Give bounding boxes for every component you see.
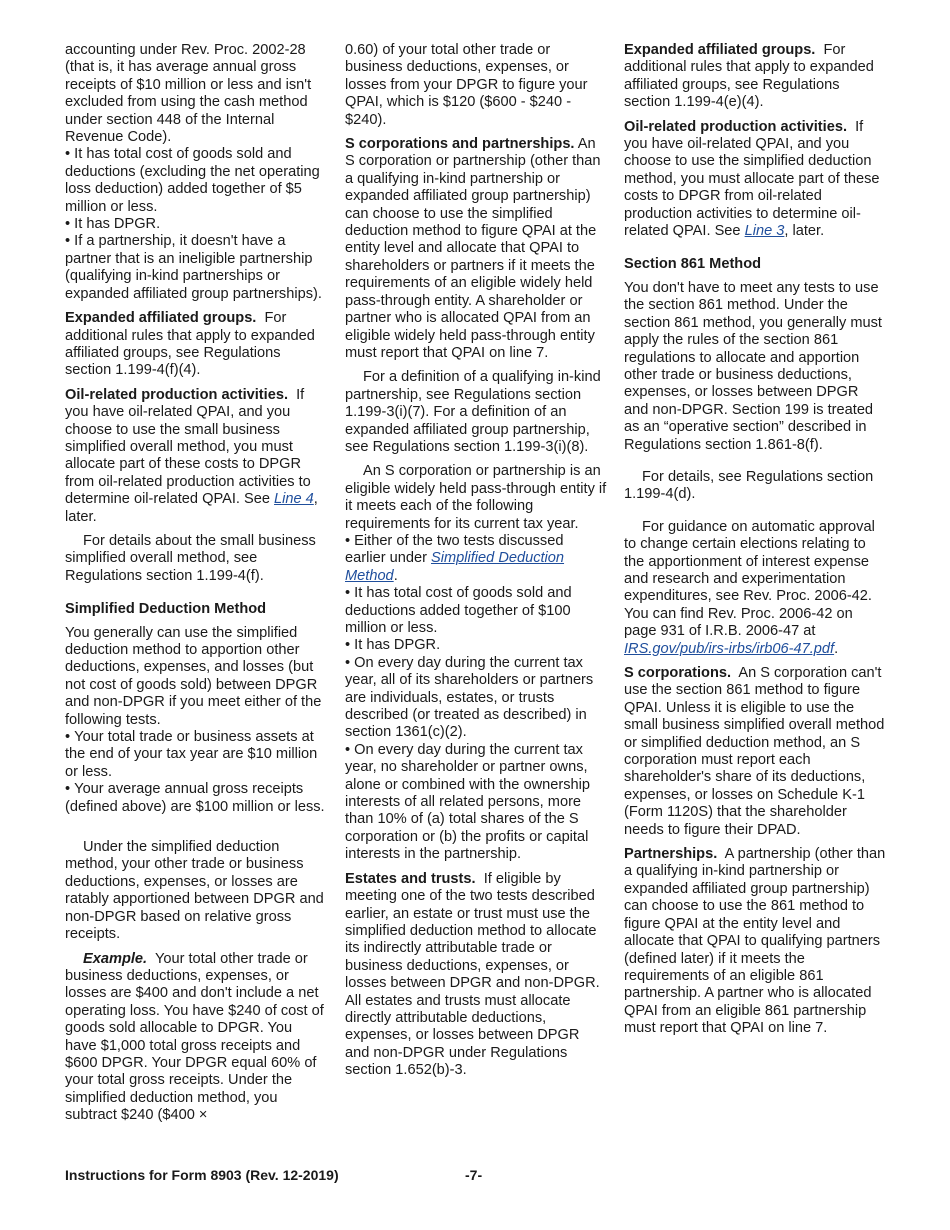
paragraph-under: Under the simplified deduction method, your other trade or business deductions, expenses, or losses are ratably apportioned between DPGR and non-DPGR based on relative gross receipts. [65,839,324,943]
paragraph-text: , later. [784,223,825,240]
link-line-4[interactable]: Line 4 [274,491,314,508]
paragraph-text: If you have oil-related QPAI, and you choose to use the simplified deduction method, you must allocate part of these costs to DPGR from oil-related production activities to determine oil-related QPAI. See [624,118,880,240]
paragraph-text: . [834,640,839,657]
footer-form-title: Instructions for Form 8903 (Rev. 12-2019) [65,1167,339,1183]
paragraph-s-corps-partnerships [345,136,607,362]
paragraph-partnerships [624,846,886,1037]
paragraph-text: If eligible by meeting one of the two tests described earlier, an estate or trust must use the simplified deduction method to allocate its indirectly attributable trade or business deductions, expenses, or losses between DPGR and non-DPGR. All estates and trusts must allocate directly attributable deductions, expenses, or losses between DPGR and non-DPGR under Regulations section 1.652(b)-3. [345,870,600,1079]
run-in-heading: Expanded affiliated groups. [65,310,257,327]
bullet-item: • On every day during the current tax year, all of its shareholders or partners are individuals, estates, or trusts described (or treated as described) in section 1361(c)(2). [345,655,607,742]
paragraph-text: Either of the two tests discussed earlier under [345,532,564,567]
link-simplified-deduction-method[interactable]: Simplified Deduction Method [345,550,565,584]
bullet-item: • Your total trade or business assets at the end of your tax year are $10 million or less. [65,729,327,781]
section-heading-section-861: Section 861 Method [624,256,762,273]
run-in-heading: S corporations. [624,665,732,681]
paragraph-text: For additional rules that apply to expanded affiliated groups, see Regulations section 1.199-4(e)(4). [624,42,874,111]
run-in-heading: Expanded affiliated groups. [624,42,816,58]
paragraph-example [65,951,327,1125]
paragraph-definition: For a definition of a qualifying in-kind partnership, see Regulations section 1.199-3(i)(7). For a definition of an expanded affiliated group partnership, see Regulations section 1.199-3(i)(8). [345,369,601,455]
paragraph-text: If you have oil-related QPAI, and you choose to use the small business simplified overall method, you must allocate part of these costs to DPGR from oil-related production activities to determine oil-related QPAI. See [65,386,311,508]
paragraph-text: . [393,567,398,584]
paragraph-details: For details about the small business simplified overall method, see Regulations section 1.199-4(f). [65,532,316,584]
paragraph-s-corporations [624,665,886,839]
paragraph-details: For details, see Regulations section 1.199-4(d). [624,468,874,503]
paragraph-text: An S corporation can't use the section 861 method to figure QPAI. Unless it is eligible to use the small business simplified overall method or simplified deduction method, an S corporation must report each shareholder's share of its deductions, expenses, or losses on Schedule K-1 (Form 1120S) that the shareholder needs to figure their DPAD. [624,665,885,838]
bullet-item [345,533,607,585]
section-heading-simplified-deduction: Simplified Deduction Method [65,601,267,618]
paragraph-text: Your total other trade or business deductions, expenses, or losses are $400 and don't include a net operating loss. You have $240 of cost of goods sold allocable to DPGR. You have $1,000 total gross receipts and $600 DPGR. Your DPGR equal 60% of your total gross receipts. Under the simplified deduction method, you subtract $240 ($400 × [65,950,324,1124]
paragraph-text: For additional rules that apply to expanded affiliated groups, see Regulations section 1.199-4(f)(4). [65,310,315,379]
bullet-item: • On every day during the current tax year, no shareholder or partner owns, alone or combined with the ownership interests of all related persons, more than 10% of (a) total shares of the S corporation or (b) the profits or capital interests in the partnership. [345,742,607,864]
column-3 [624,42,886,1045]
run-in-heading: Oil-related production activities. [624,118,848,135]
column-1 [65,42,327,1132]
paragraph-continued: accounting under Rev. Proc. 2002-28 (that is, it has average annual gross receipts of $10 million or less and isn't excluded from using the cash method under section 448 of the Internal Revenue Code). [65,42,312,146]
bullet-item: • If a partnership, it doesn't have a partner that is an ineligible partnership (qualifying in-kind partnerships or expanded affiliated group partnerships). [65,233,327,303]
link-line-3[interactable]: Line 3 [744,223,785,240]
run-in-heading: Estates and trusts. [345,870,476,887]
paragraph-text: A partnership (other than a qualifying in-kind partnership or expanded affiliated group partnership) can choose to use the 861 method to figure QPAI at the entity level and allocate that QPAI to qualifying partners (defined later) if it meets the requirements of an eligible 861 partnership. A partner who is allocated QPAI from an eligible 861 partnership must report that QPAI on line 7. [624,846,886,1037]
paragraph-estates-trusts [345,871,607,1080]
paragraph-sdm-intro: You generally can use the simplified deduction method to apportion other deductions, expenses, and losses (but not cost of goods sold) between DPGR and non-DPGR if you meet either of the following tests. [65,624,322,728]
run-in-heading: Oil-related production activities. [65,386,289,403]
bullet-item: • It has total cost of goods sold and deductions (excluding the net operating loss deduction) added together of $5 million or less. [65,146,327,216]
example-label: Example. [83,950,148,967]
bullet-item: • It has DPGR. [345,637,607,654]
paragraph-expanded-affiliated-groups [624,42,886,112]
paragraph-guidance [624,519,886,658]
paragraph-text: , later. [65,491,318,525]
paragraph-expanded-affiliated-groups [65,310,327,380]
paragraph-section-861: You don't have to meet any tests to use the section 861 method. Under the section 861 method, you generally must apply the rules of the section 861 regulations to allocate and apportion other trade or business deductions, expenses, or losses between DPGR and non-DPGR. Section 199 is treated as an “operative section” described in Regulations section 1.861-8(f). [624,279,882,453]
footer-page-number: -7- [465,1167,483,1183]
paragraph-oil-related [65,387,327,526]
run-in-heading: S corporations and partnerships. [345,136,575,153]
bullet-item: • It has total cost of goods sold and deductions added together of $100 million or less. [345,585,607,637]
column-2 [345,42,607,1087]
bullet-item: • It has DPGR. [65,216,327,233]
paragraph-continued: 0.60) of your total other trade or business deductions, expenses, or losses from your DPGR to figure your QPAI, which is $120 ($600 - $240 - $240). [345,42,588,128]
link-irb-pdf[interactable]: IRS.gov/pub/irs-irbs/irb06-47.pdf [624,640,835,657]
paragraph-text: An S corporation or partnership (other than a qualifying in-kind partnership or expanded affiliated group partnership) can choose to use the simplified deduction method to figure QPAI at the entity level and allocate that QPAI to shareholders or partners if it meets the requirements of an eligible widely held pass-through entity. A shareholder or partner who is allocated QPAI from an eligible widely held pass-through entity must report that QPAI on line 7. [345,136,601,361]
bullet-item: • Your average annual gross receipts (defined above) are $100 million or less. [65,781,327,816]
paragraph-text: For guidance on automatic approval to change certain elections relating to the apportionment of interest expense and research and experimentation expenditures, see Rev. Proc. 2006-42. You can find Rev. Proc. 2006-42 on page 931 of I.R.B. 2006-47 at [624,518,875,640]
paragraph-oil-related [624,119,886,241]
paragraph-eligible: An S corporation or partnership is an eligible widely held pass-through entity if it meets each of the following requirements for its current tax year. [345,463,607,532]
run-in-heading: Partnerships. [624,846,718,863]
